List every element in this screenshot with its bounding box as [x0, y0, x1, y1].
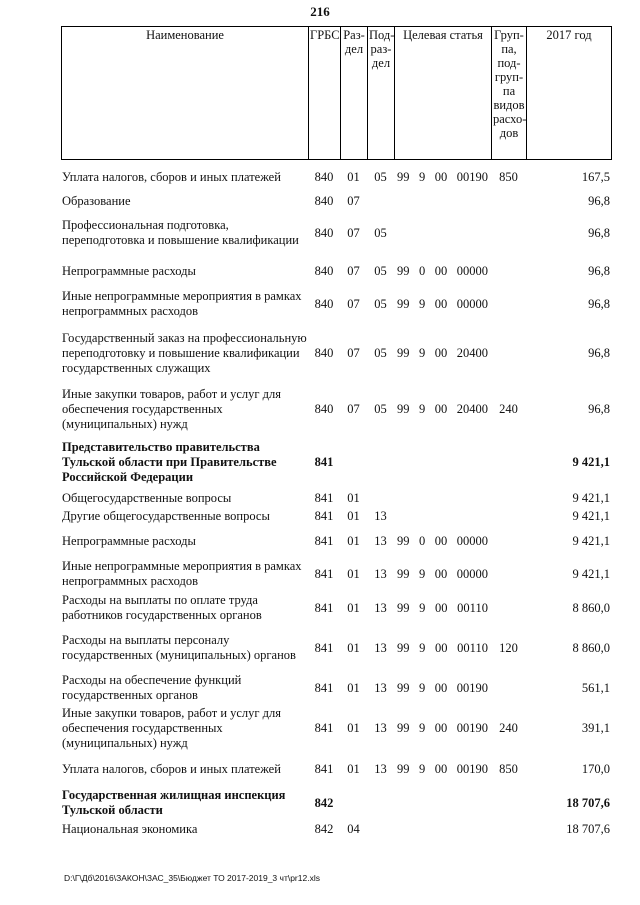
row-name: Непрограммные расходы	[62, 533, 196, 548]
row-amount: 96,8	[588, 296, 610, 311]
table-header	[61, 26, 612, 160]
row-podrazdel	[367, 434, 394, 490]
row-razdel: 01	[347, 680, 360, 695]
row-razdel: 01	[347, 720, 360, 735]
target-article-part: 99	[397, 761, 410, 776]
row-target-article	[394, 384, 491, 434]
row-amount: 96,8	[588, 263, 610, 278]
table-row	[61, 672, 611, 704]
target-article-part: 9	[419, 680, 426, 695]
row-expense-group	[491, 506, 526, 526]
table-row	[61, 322, 611, 384]
row-expense-group	[491, 592, 526, 624]
row-razdel: 01	[347, 533, 360, 548]
row-razdel: 01	[347, 640, 360, 655]
row-podrazdel: 13	[374, 640, 387, 655]
target-article-part: 00	[434, 533, 448, 548]
row-expense-group	[491, 820, 526, 838]
row-amount: 96,8	[588, 401, 610, 416]
row-name: Иные непрограммные мероприятия в рамках непрограммных расходов	[62, 559, 302, 588]
row-amount: 9 421,1	[572, 508, 610, 523]
table-row	[61, 704, 611, 752]
row-razdel: 07	[347, 345, 360, 360]
row-name: Национальная экономика	[62, 821, 198, 836]
target-article-part: 00000	[456, 533, 488, 548]
row-amount: 96,8	[588, 345, 610, 360]
row-razdel: 07	[347, 225, 360, 240]
row-razdel: 01	[347, 566, 360, 581]
row-target-article	[394, 434, 491, 490]
header-year: 2017 год	[527, 27, 612, 160]
row-target-article	[394, 256, 491, 286]
row-expense-group: 240	[499, 720, 518, 735]
row-target-article	[394, 592, 491, 624]
target-article-part: 99	[397, 640, 410, 655]
target-article-part: 9	[419, 345, 426, 360]
table-row	[61, 210, 611, 256]
header-podrazdel: Под- раз- дел	[368, 27, 395, 160]
row-target-article	[394, 820, 491, 838]
target-article-part: 9	[419, 566, 426, 581]
row-expense-group	[491, 192, 526, 210]
target-article-part: 9	[419, 296, 426, 311]
target-article-part: 99	[397, 566, 410, 581]
row-podrazdel: 05	[374, 263, 387, 278]
row-name: Непрограммные расходы	[62, 263, 196, 278]
row-name: Уплата налогов, сборов и иных платежей	[62, 761, 281, 776]
page-number: 216	[310, 4, 330, 19]
table-row	[61, 592, 611, 624]
target-article-part: 00	[434, 761, 448, 776]
row-target-article	[394, 210, 491, 256]
row-podrazdel: 05	[374, 401, 387, 416]
row-target-article	[394, 526, 491, 556]
row-expense-group	[491, 434, 526, 490]
target-article-part: 99	[397, 600, 410, 615]
row-grbs: 840	[314, 193, 334, 208]
row-grbs: 840	[314, 345, 334, 360]
target-article-part: 00	[434, 263, 448, 278]
row-name: Другие общегосударственные вопросы	[62, 508, 270, 523]
row-expense-group	[491, 490, 526, 506]
row-grbs: 841	[314, 761, 334, 776]
row-target-article	[394, 286, 491, 322]
table-row	[61, 384, 611, 434]
row-name: Профессиональная подготовка, переподготовка и повышение квалификации	[62, 218, 299, 247]
row-grbs: 842	[314, 821, 334, 836]
row-amount: 167,5	[581, 169, 610, 184]
row-target-article	[394, 322, 491, 384]
row-target-article	[394, 490, 491, 506]
row-grbs: 841	[314, 454, 334, 469]
row-razdel: 07	[347, 263, 360, 278]
row-razdel: 01	[347, 761, 360, 776]
row-razdel: 01	[347, 490, 360, 505]
table-row	[61, 256, 611, 286]
target-article-part: 00190	[456, 761, 488, 776]
row-name: Уплата налогов, сборов и иных платежей	[62, 169, 281, 184]
row-expense-group	[491, 556, 526, 592]
row-amount: 9 421,1	[572, 490, 610, 505]
row-grbs: 841	[314, 600, 334, 615]
row-amount: 96,8	[588, 225, 610, 240]
row-grbs: 841	[314, 508, 334, 523]
table-row	[61, 556, 611, 592]
row-name: Иные закупки товаров, работ и услуг для обеспечения государственных (муниципальных) нужд	[62, 705, 282, 750]
table-row	[61, 820, 611, 838]
row-name: Иные непрограммные мероприятия в рамках непрограммных расходов	[62, 289, 302, 318]
target-article-part: 99	[397, 169, 410, 184]
table-row	[61, 490, 611, 506]
header-razdel: Раз- дел	[341, 27, 368, 160]
row-name: Расходы на обеспечение функций государственных органов	[62, 673, 242, 702]
row-target-article	[394, 786, 491, 820]
row-razdel: 07	[347, 193, 360, 208]
target-article-part: 0	[419, 263, 426, 278]
row-podrazdel: 13	[374, 533, 387, 548]
header-target-article: Целевая статья	[395, 27, 492, 160]
row-podrazdel	[367, 820, 394, 838]
row-razdel: 01	[347, 600, 360, 615]
row-grbs: 841	[314, 720, 334, 735]
target-article-part: 00000	[456, 263, 488, 278]
row-expense-group: 850	[499, 761, 518, 776]
row-razdel: 04	[347, 821, 360, 836]
target-article-part: 00	[435, 640, 448, 655]
row-amount: 170,0	[581, 761, 610, 776]
row-podrazdel: 05	[374, 296, 387, 311]
row-expense-group	[491, 256, 526, 286]
target-article-part: 00	[434, 720, 448, 735]
target-article-part: 00110	[457, 640, 488, 655]
row-grbs: 840	[314, 169, 334, 184]
target-article-part: 99	[397, 401, 410, 416]
header-name: Наименование	[62, 27, 309, 160]
table-row	[61, 286, 611, 322]
row-target-article	[394, 192, 491, 210]
row-expense-group: 240	[499, 401, 518, 416]
row-expense-group	[491, 672, 526, 704]
row-amount: 9 421,1	[572, 533, 610, 548]
row-name: Расходы на выплаты по оплате труда работников государственных органов	[62, 593, 262, 622]
row-razdel	[340, 434, 367, 490]
row-expense-group	[491, 286, 526, 322]
row-podrazdel: 13	[374, 508, 387, 523]
header-grbs: ГРБС	[309, 27, 341, 160]
target-article-part: 99	[397, 345, 410, 360]
row-razdel	[340, 786, 367, 820]
budget-table	[61, 162, 611, 838]
target-article-part: 99	[397, 296, 410, 311]
row-amount: 18 707,6	[566, 795, 610, 810]
target-article-part: 20400	[456, 345, 488, 360]
target-article-part: 99	[397, 263, 410, 278]
target-article-part: 0	[419, 533, 426, 548]
row-grbs: 841	[314, 533, 334, 548]
target-article-part: 00	[434, 401, 448, 416]
row-target-article	[394, 672, 491, 704]
target-article-part: 00	[434, 296, 448, 311]
row-amount: 561,1	[581, 680, 610, 695]
target-article-part: 9	[419, 600, 426, 615]
row-target-article	[394, 506, 491, 526]
target-article-part: 99	[397, 533, 410, 548]
target-article-part: 00110	[457, 600, 488, 615]
table-row	[61, 752, 611, 786]
target-article-part: 9	[419, 640, 426, 655]
row-razdel: 01	[347, 508, 360, 523]
row-amount: 96,8	[588, 193, 610, 208]
row-expense-group: 120	[499, 640, 518, 655]
row-target-article	[394, 624, 491, 672]
row-podrazdel	[367, 192, 394, 210]
row-grbs: 840	[314, 401, 334, 416]
row-expense-group	[491, 322, 526, 384]
budget-rows	[61, 162, 611, 838]
target-article-part: 9	[419, 169, 426, 184]
target-article-part: 00	[434, 566, 448, 581]
target-article-part: 00	[435, 600, 448, 615]
table-row	[61, 624, 611, 672]
row-razdel: 07	[347, 296, 360, 311]
target-article-part: 9	[419, 401, 426, 416]
target-article-part: 00190	[456, 680, 488, 695]
row-amount: 8 860,0	[572, 640, 610, 655]
row-podrazdel: 13	[374, 761, 387, 776]
row-name: Общегосударственные вопросы	[62, 490, 232, 505]
file-path: D:\Г\Дб\2016\ЗАКОН\ЗАС_35\Бюджет ТО 2017-2019_3 чт\pr12.xls	[64, 873, 320, 883]
row-amount: 391,1	[581, 720, 610, 735]
row-podrazdel: 05	[374, 225, 387, 240]
table-row	[61, 434, 611, 490]
row-podrazdel: 05	[374, 169, 387, 184]
row-grbs: 841	[314, 640, 334, 655]
row-grbs: 840	[314, 296, 334, 311]
row-target-article	[394, 556, 491, 592]
table-row	[61, 162, 611, 192]
row-name: Образование	[62, 193, 131, 208]
row-amount: 9 421,1	[572, 454, 610, 469]
row-name: Государственный заказ на профессиональную переподготовку и повышение квалификации государственных служащих	[62, 330, 307, 375]
row-grbs: 841	[314, 680, 334, 695]
row-expense-group	[491, 210, 526, 256]
row-name: Расходы на выплаты персоналу государственных (муниципальных) органов	[62, 633, 296, 662]
row-target-article	[394, 162, 491, 192]
row-name: Представительство правительства Тульской области при Правительстве Российской Федерации	[62, 439, 277, 484]
header-expense-group: Груп- па, под- груп- па видов расхо- дов	[492, 27, 527, 160]
row-grbs: 841	[314, 566, 334, 581]
row-podrazdel: 13	[374, 680, 387, 695]
row-podrazdel	[367, 490, 394, 506]
row-razdel: 01	[347, 169, 360, 184]
target-article-part: 00190	[456, 169, 488, 184]
table-row	[61, 786, 611, 820]
table-row	[61, 506, 611, 526]
row-amount: 9 421,1	[572, 566, 610, 581]
row-amount: 18 707,6	[566, 821, 610, 836]
row-podrazdel: 13	[374, 600, 387, 615]
row-expense-group: 850	[499, 169, 518, 184]
row-target-article	[394, 704, 491, 752]
row-podrazdel: 13	[374, 720, 387, 735]
target-article-part: 00	[434, 169, 448, 184]
target-article-part: 99	[397, 720, 410, 735]
row-name: Иные закупки товаров, работ и услуг для обеспечения государственных (муниципальных) нужд	[62, 386, 282, 431]
target-article-part: 00	[434, 345, 448, 360]
table-row	[61, 526, 611, 556]
row-expense-group	[491, 526, 526, 556]
target-article-part: 99	[397, 680, 410, 695]
row-grbs: 842	[314, 795, 334, 810]
target-article-part: 9	[419, 720, 426, 735]
row-podrazdel: 05	[374, 345, 387, 360]
row-podrazdel	[367, 786, 394, 820]
target-article-part: 20400	[456, 401, 488, 416]
row-razdel: 07	[347, 401, 360, 416]
row-target-article	[394, 752, 491, 786]
table-row	[61, 192, 611, 210]
target-article-part: 00000	[456, 296, 488, 311]
row-grbs: 840	[314, 263, 334, 278]
row-podrazdel: 13	[374, 566, 387, 581]
target-article-part: 9	[419, 761, 426, 776]
row-amount: 8 860,0	[572, 600, 610, 615]
row-expense-group	[491, 786, 526, 820]
row-grbs: 840	[314, 225, 334, 240]
target-article-part: 00190	[456, 720, 488, 735]
row-grbs: 841	[314, 490, 334, 505]
target-article-part: 00	[434, 680, 448, 695]
row-name: Государственная жилищная инспекция Тульской области	[62, 788, 286, 817]
target-article-part: 00000	[456, 566, 488, 581]
